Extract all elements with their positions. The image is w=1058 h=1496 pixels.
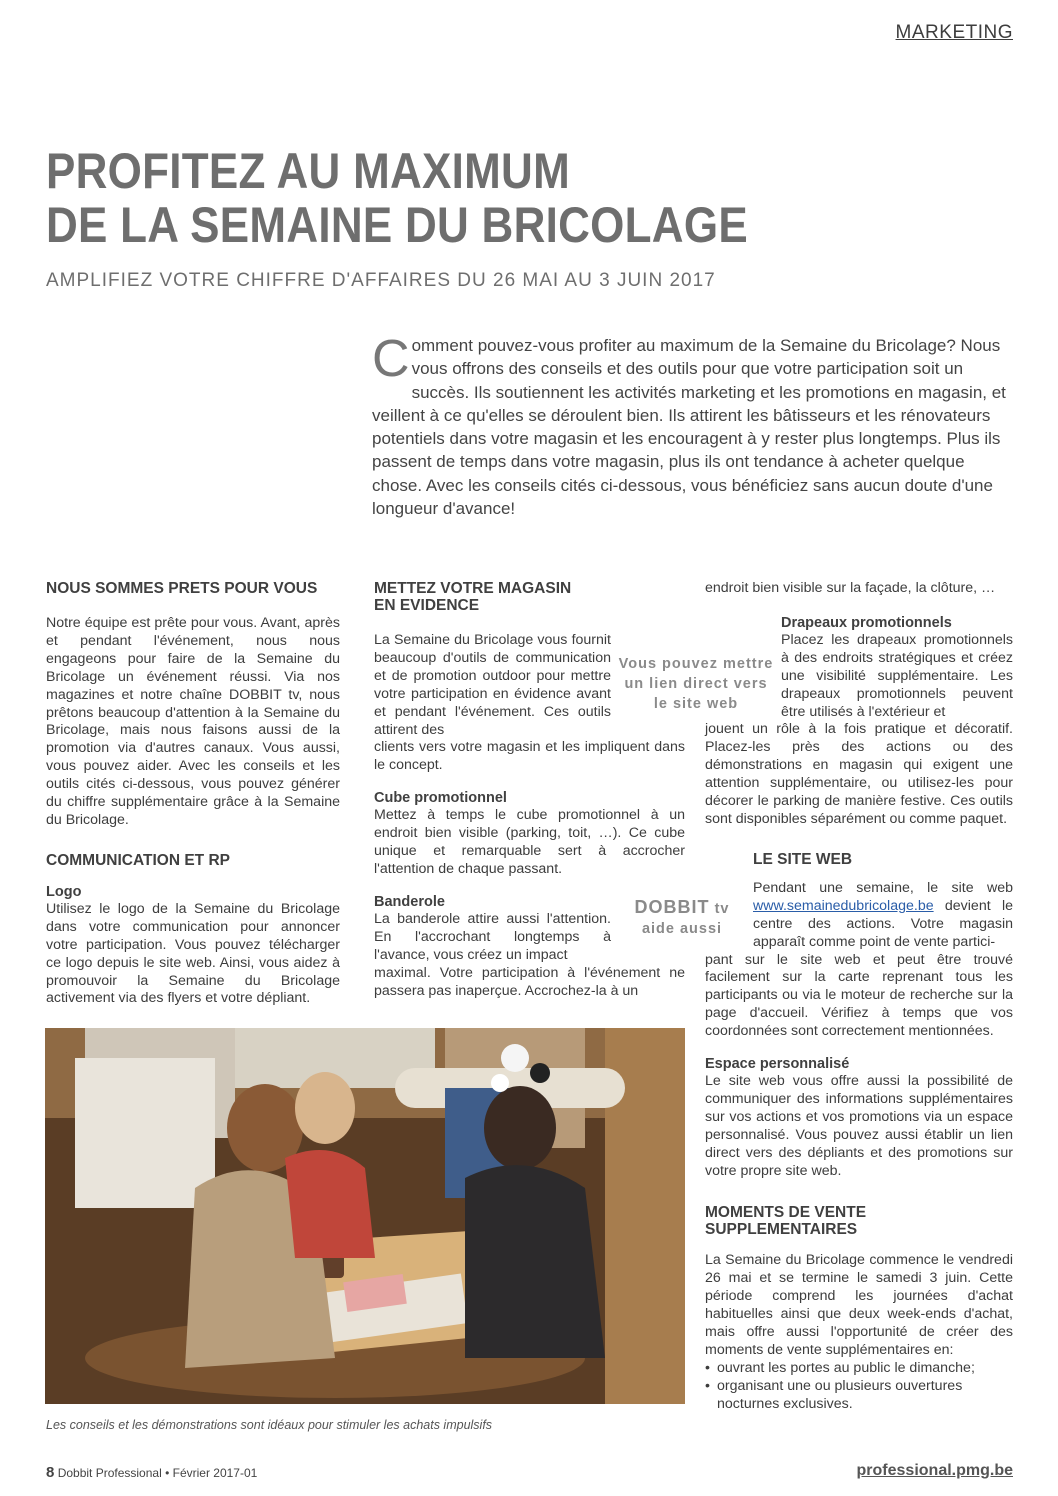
photo-caption: Les conseils et les démonstrations sont idéaux pour stimuler les achats impulsifs — [46, 1418, 493, 1432]
title-line-2: DE LA SEMAINE DU BRICOLAGE — [46, 197, 748, 253]
pullquote-dobbit-line-2: aide aussi — [641, 921, 723, 937]
paragraph-web-b: pant sur le site web et peut être trouvé facilement sur la carte reprenant tous les participants ou via le moteur de recherche sur la page d'accueil. Vérifiez à temps que vos coordonnées sont correctement mentionnées. — [705, 951, 1013, 1040]
web-indented-block — [753, 851, 1013, 952]
paragraph-banderole-b: maximal. Votre participation à l'événement ne passera pas inaperçue. Accrochez-la à un — [374, 964, 685, 999]
paragraph-flags-a: Placez les drapeaux promotionnels à des endroits stratégiques et créez une visibilité supplémentaire. Les drapeaux promotionnels peuvent être utilisés à l'extérieur et — [781, 631, 1013, 720]
intro-text: omment pouvez-vous profiter au maximum de la Semaine du Bricolage? Nous vous offrons des conseils et des outils pour que votre participation soit un succès. Ils soutiennent les activités marketing et les promotions en magasin, et veillent à ce qu'elles se déroulent bien. Ils attirent les bâtisseurs et les rénovateurs potentiels dans votre magasin et les encouragent à y rester plus longtemps. Plus ils passent de temps dans votre magasin, plus ils ont tendance à acheter quelque chose. Avec les conseils cités ci-dessous, vous bénéficiez sans aucun doute d'une longueur d'avance! — [372, 336, 1006, 519]
paragraph-espace: Le site web vous offre aussi la possibilité de communiquer des informations supplémentaires sur vos actions et vos promotions via un espace personnalisé. Vous pouvez aussi établir un lien direct vers des dépliants et des promotions sur votre propre site web. — [705, 1073, 1013, 1179]
pullquote-website-line-1: Vous pouvez mettre — [618, 656, 774, 672]
paragraph-moments: La Semaine du Bricolage commence le vendredi 26 mai et se termine le samedi 3 juin. Cette période comprend les journées d'achat habituelles ainsi que deux week-ends d'achat, mais offre aussi l'opportunité de créer des moments de vente supplémentaires en: — [705, 1252, 1013, 1358]
paragraph-web-pre: Pendant une semaine, le site web — [753, 879, 1013, 896]
heading-espace: Espace personnalisé — [705, 1056, 850, 1073]
store-photo-illustration — [45, 1028, 685, 1404]
list-item: • organisant une ou plusieurs ouvertures nocturnes exclusives. — [705, 1378, 1013, 1414]
paragraph-flags-b: jouent un rôle à la fois pratique et décoratif. Placez-les près des actions ou des démonstrations en magasin qui exigent une attention supplémentaire, ou utilisez-les pour décorer le parking de manière festive. Ces outils sont disponibles séparément ou comme paquet. — [705, 721, 1013, 827]
section-tag: MARKETING — [895, 22, 1013, 43]
heading-banderole: Banderole — [374, 893, 445, 910]
pullquote-dobbit-brand: DOBBIT — [634, 897, 710, 917]
pullquote-website-line-2: un lien direct vers — [624, 676, 768, 692]
website-link[interactable]: www.semainedubricolage.be — [753, 897, 934, 914]
intro-paragraph — [372, 330, 1017, 520]
heading-magasin: METTEZ VOTRE MAGASIN EN EVIDENCE — [374, 580, 572, 614]
paragraph-cube: Mettez à temps le cube promotionnel à un endroit bien visible (parking, toit, …). Ce cube unique et remarquable sert à accrocher l'attention de chaque passant. — [374, 807, 685, 877]
heading-moments: MOMENTS DE VENTE SUPPLEMENTAIRES — [705, 1204, 867, 1239]
heading-ready: NOUS SOMMES PRETS POUR VOUS — [46, 580, 318, 597]
pullquote-dobbit-tv: tv — [714, 901, 730, 917]
heading-logo: Logo — [46, 883, 82, 900]
heading-website: LE SITE WEB — [753, 850, 853, 868]
pullquote-website-line-3: le site web — [653, 696, 739, 712]
page-number: 8 — [46, 1464, 55, 1481]
store-photo — [45, 1028, 685, 1404]
title-line-1: PROFITEZ AU MAXIMUM — [46, 143, 571, 199]
paragraph-magasin-a: La Semaine du Bricolage vous fournit beaucoup d'outils de communication et de promotion outdoor pour mettre votre participation en évidence avant et pendant l'événement. Ces outils attirent des — [374, 632, 611, 738]
heading-flags: Drapeaux promotionnels — [781, 614, 952, 631]
paragraph-continued: endroit bien visible sur la façade, la clôture, … — [705, 580, 996, 596]
footer-left — [46, 1464, 257, 1481]
moments-list — [705, 1360, 1013, 1414]
paragraph-banderole-a: La banderole attire aussi l'attention. En l'accrochant longtemps à l'avance, vous créez un impact — [374, 910, 611, 963]
flags-indented-block — [781, 614, 1013, 722]
heading-communication: COMMUNICATION ET RP — [46, 851, 230, 869]
heading-cube: Cube promotionnel — [374, 790, 507, 807]
list-item: • ouvrant les portes au public le dimanche; — [705, 1360, 1013, 1378]
paragraph-magasin-b: clients vers votre magasin et les impliquent dans le concept. — [374, 739, 685, 774]
article-subtitle: AMPLIFIEZ VOTRE CHIFFRE D'AFFAIRES DU 26 MAI AU 3 JUIN 2017 — [46, 270, 716, 291]
drop-cap: C — [372, 330, 410, 388]
publication-info: Dobbit Professional • Février 2017-01 — [57, 1466, 258, 1480]
column-3 — [705, 580, 1013, 1414]
article-title — [46, 144, 838, 252]
paragraph-logo: Utilisez le logo de la Semaine du Bricolage dans votre communication pour annoncer votre participation. Vous pouvez télécharger ce logo depuis le site web. Ainsi, vous aidez à promouvoir la Semaine du Bricolage activement via des flyers et votre dépliant. — [46, 900, 340, 1007]
paragraph-web-post: devient le centre des actions. Votre magasin apparaît comme point de vente partici- — [753, 897, 1013, 950]
footer-url[interactable]: professional.pmg.be — [856, 1462, 1013, 1479]
paragraph-ready: Notre équipe est prête pour vous. Avant, après et pendant l'événement, nous nous engageons pour faire de la Semaine du Bricolage un événement réussi. Via nos magazines et notre chaîne DOBBIT tv, nous prêtons beaucoup d'attention à la Semaine du Bricolage, mais nous faisons aussi de la promotion via d'autres canaux. Vous aussi, vous pouvez aider. Avec les conseils et les outils cités ci-dessous, vous pouvez générer du chiffre supplémentaire grâce à la Semaine du Bricolage. — [46, 615, 340, 828]
column-1 — [46, 580, 340, 1008]
